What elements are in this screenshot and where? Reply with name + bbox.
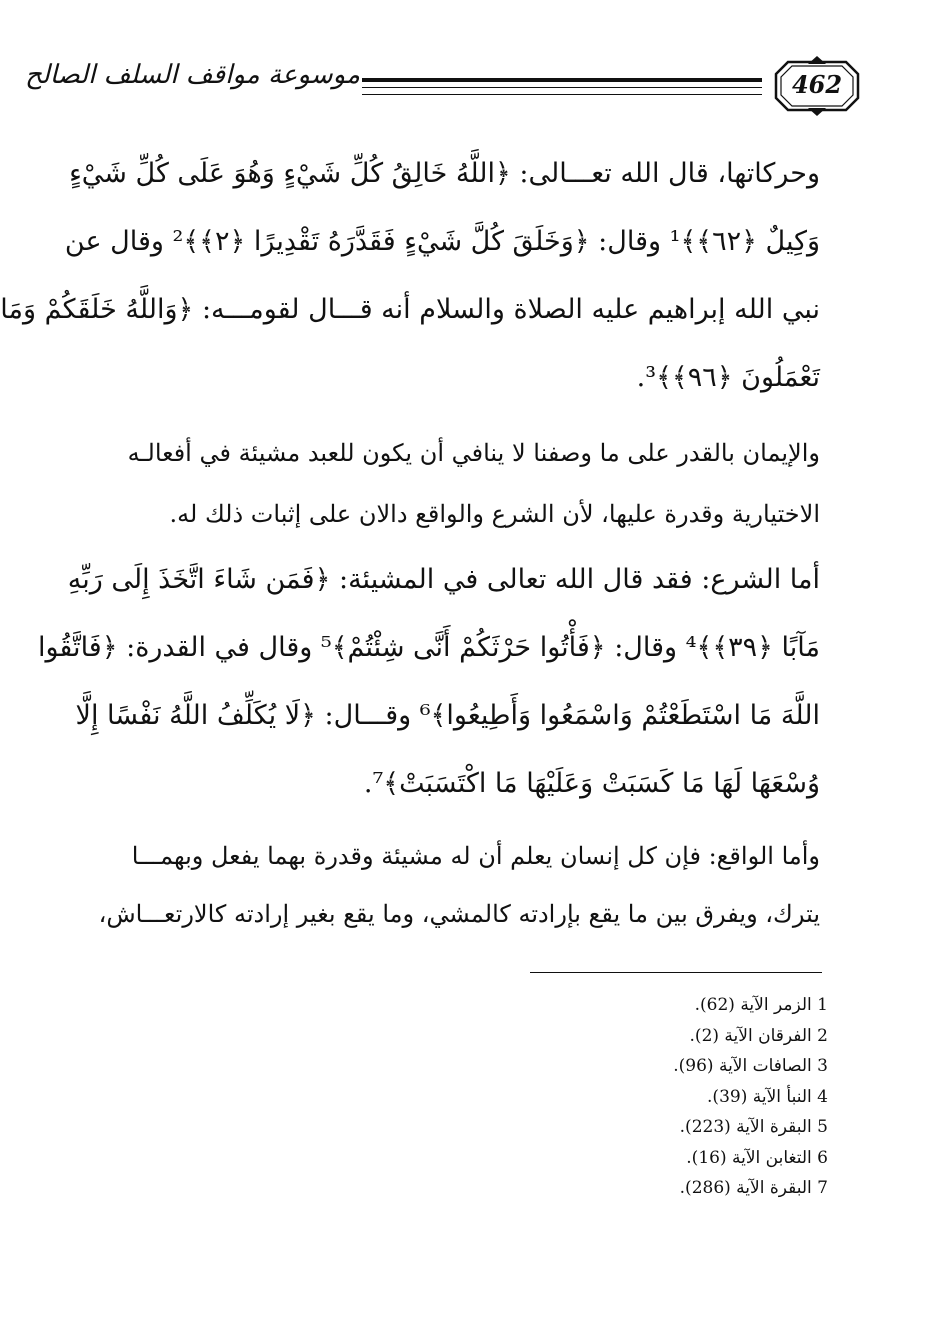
footnote: 1 الزمر الآية (62). xyxy=(694,995,828,1015)
footnote: 5 البقرة الآية (223). xyxy=(679,1117,828,1137)
footnote: 4 النبأ الآية (39). xyxy=(707,1086,828,1107)
footnote: 6 التغابن الآية (16). xyxy=(686,1147,828,1168)
footnote: 7 البقرة الآية (286). xyxy=(679,1178,828,1198)
text-line: مَآبًا ﴿٣٩﴾﴾⁴ وقال: ﴿فَأْتُوا حَرْثَكُمْ أَنَّى شِئْتُمْ﴾⁵ وقال في القدرة: ﴿فَاتَّقُوا xyxy=(37,632,820,663)
paragraph-4 xyxy=(92,824,820,940)
footnote-separator xyxy=(530,972,822,973)
text-line: وأما الواقع: فإن كل إنسان يعلم أن له مشيئة وقدرة بهما يفعل وبهمـــا xyxy=(131,842,820,870)
text-line: تَعْمَلُونَ ﴿٩٦﴾﴾³. xyxy=(636,362,820,393)
text-line: والإيمان بالقدر على ما وصفنا لا ينافي أن يكون للعبد مشيئة في أفعالـه xyxy=(127,439,820,467)
page-header xyxy=(25,58,860,128)
header-rule-thick xyxy=(362,78,762,82)
paragraph-1 xyxy=(0,140,820,412)
text-line: أما الشرع: فقد قال الله تعالى في المشيئة: ﴿فَمَن شَاءَ اتَّخَذَ إِلَى رَبِّهِ xyxy=(67,564,820,595)
text-line: نبي الله إبراهيم عليه الصلاة والسلام أنه قـــال لقومـــه: ﴿وَاللَّهُ خَلَقَكُمْ وَمَا xyxy=(0,294,820,325)
header-rule-thin-lower xyxy=(362,94,762,95)
text-line: يترك، ويفرق بين ما يقع بإرادته كالمشي، وما يقع بغير إرادته كالارتعـــاش، xyxy=(98,900,820,928)
footnote: 3 الصافات الآية (96). xyxy=(673,1056,828,1076)
main-text xyxy=(0,140,820,940)
header-rule-thin xyxy=(362,87,762,88)
footnotes xyxy=(428,990,828,1204)
paragraph-2 xyxy=(92,418,820,540)
text-line: وُسْعَهَا لَهَا مَا كَسَبَتْ وَعَلَيْهَا مَا اكْتَسَبَتْ﴾⁷. xyxy=(363,768,820,799)
text-line: اللَّهَ مَا اسْتَطَعْتُمْ وَاسْمَعُوا وَأَطِيعُوا﴾⁶ وقـــال: ﴿لَا يُكَلِّفُ اللَّهُ نَفْسًا إِلَّا xyxy=(75,700,820,731)
text-line: وحركاتها، قال الله تعـــالى: ﴿اللَّهُ خَالِقُ كُلِّ شَيْءٍ وَهُوَ عَلَى كُلِّ شَيْءٍ xyxy=(69,158,820,189)
book-title: موسوعة مواقف السلف الصالح xyxy=(25,60,360,90)
text-line: الاختيارية وقدرة عليها، لأن الشرع والواقع دالان على إثبات ذلك له. xyxy=(169,500,820,528)
page-number-badge xyxy=(774,56,860,116)
page-number: 462 xyxy=(791,70,843,99)
footnote: 2 الفرقان الآية (2). xyxy=(689,1025,828,1046)
paragraph-3 xyxy=(37,546,820,818)
text-line: وَكِيلٌ ﴿٦٢﴾﴾¹ وقال: ﴿وَخَلَقَ كُلَّ شَيْءٍ فَقَدَّرَهُ تَقْدِيرًا ﴿٢﴾﴾² وقال عن xyxy=(64,226,820,257)
